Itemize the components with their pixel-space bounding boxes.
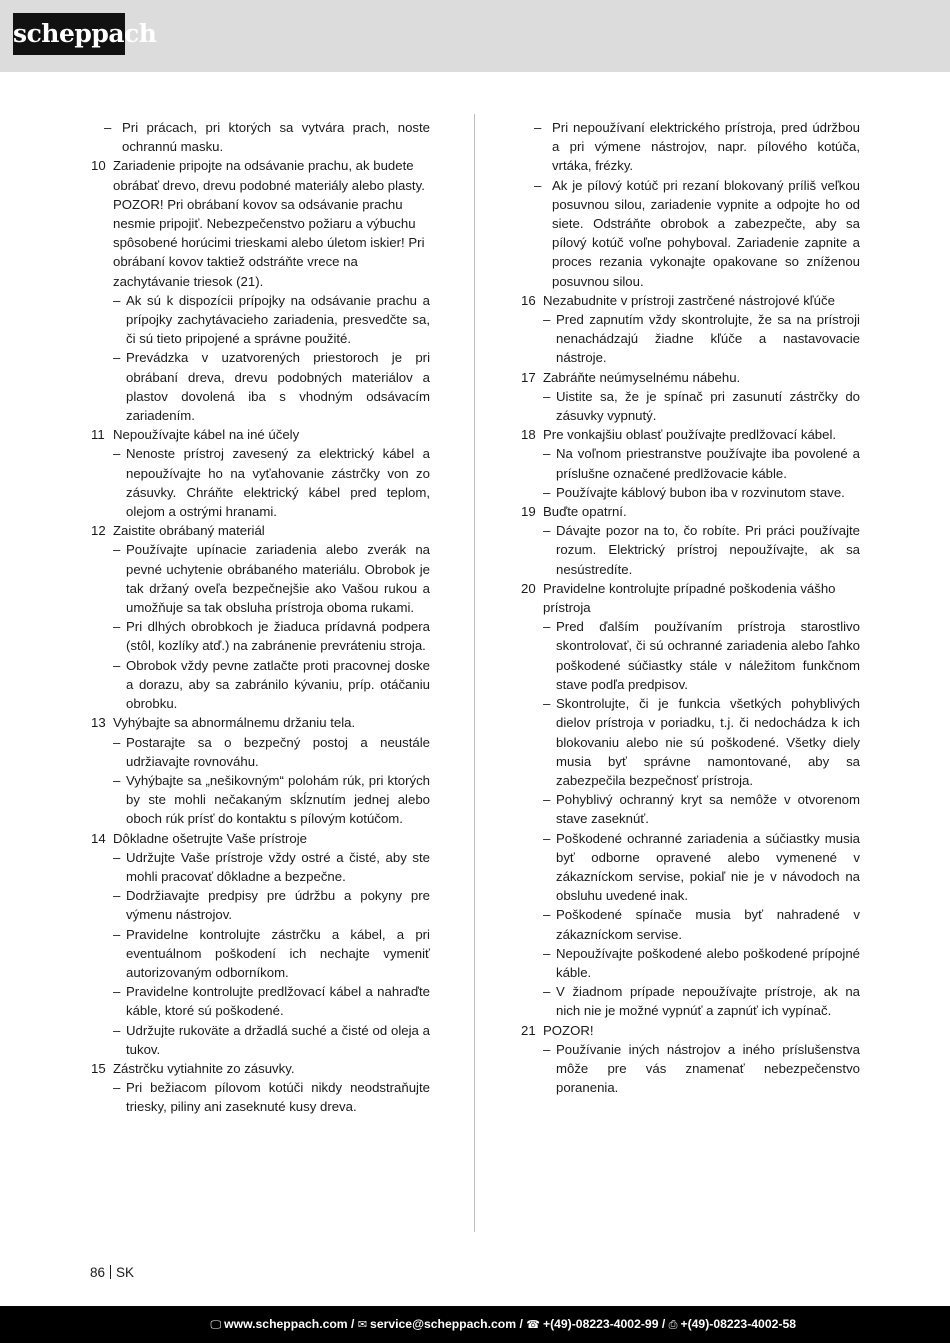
item-text: Nezabudnite v prístroji zastrčené nástrojové kľúče: [543, 292, 835, 308]
item-number: 20: [521, 580, 536, 596]
bullet-item: [86, 617, 430, 655]
item-text: Zabráňte neúmyselnému nábehu.: [543, 369, 741, 385]
numbered-item: [516, 368, 860, 387]
bullet-item: [516, 982, 860, 1020]
item-text: Zariadenie pripojte na odsávanie prachu, ak budete obrábať drevo, drevu podobné materiály alebo plasty. POZOR! Pri obrábaní kovov sa odsávanie prachu nesmie pripojiť. Nebezpečenstvo požiaru a výbuchu spôsobené horúcimi trieskami alebo úletom iskier! Pri obrábaní kovov taktiež odstráňte vrece na zachytávanie triesok (21).: [113, 158, 425, 289]
bullet-item: [516, 905, 860, 943]
dash-bullet: –: [113, 1022, 121, 1038]
dash-bullet: –: [113, 772, 121, 788]
numbered-item: [516, 425, 860, 444]
bullet-text: Poškodené ochranné zariadenia a súčiastky musia byť odborne opravené alebo vymenené v zákazníckom servise, pokiaľ nie je v návodoch na obsluhu uvedené inak.: [556, 830, 860, 904]
dash-bullet: –: [543, 523, 551, 539]
page-footer: [90, 1265, 134, 1280]
bullet-item: [86, 118, 430, 156]
bullet-text: Prevádzka v uzatvorených priestoroch je pri obrábaní dreva, drevu podobných materiálov a plastov dovolená iba s vhodným odsávacím zariadením.: [126, 350, 430, 424]
bullet-item: [86, 848, 430, 886]
contact-band: [0, 1306, 950, 1343]
bullet-text: Používajte káblový bubon iba v rozvinutom stave.: [556, 484, 845, 500]
page-number: 86: [90, 1265, 106, 1280]
fax-number: +(49)-08223-4002-58: [680, 1317, 796, 1331]
item-number: 14: [91, 830, 106, 846]
bullet-text: Udržujte rukoväte a držadlá suché a čisté od oleja a tukov.: [126, 1022, 430, 1057]
bullet-text: Ak sú k dispozícii prípojky na odsávanie prachu a prípojky zachytávacieho zariadenia, presvedčte sa, či sú tieto pripojené a správne použité.: [126, 292, 430, 347]
bullet-text: Ak je pílový kotúč pri rezaní blokovaný príliš veľkou posuvnou silou, zariadenie vypnite a odpojte ho od siete. Odstráňte obrobok a zabezpečte, aby sa pílový kotúč voľne pohyboval. Zariadenie zapnite a proces rezania vykonajte opakovane so zníženou posuvnou silou.: [552, 177, 860, 289]
numbered-item: [86, 1059, 430, 1078]
dash-bullet: –: [113, 619, 121, 635]
bullet-item: [516, 444, 860, 482]
numbered-item: [86, 521, 430, 540]
phone-number: +(49)-08223-4002-99: [542, 1317, 659, 1331]
numbered-item: [516, 502, 860, 521]
item-text: Pravidelne kontrolujte prípadné poškodenia vášho prístroja: [543, 580, 836, 616]
bullet-text: Vyhýbajte sa „nešikovným“ polohám rúk, pri ktorých by ste mohli nečakaným skĺznutím jednej alebo oboch rúk prísť do kontaktu s pílovým kotúčom.: [126, 772, 430, 827]
dash-bullet: –: [543, 984, 551, 1000]
bullet-text: Obrobok vždy pevne zatlačte proti pracovnej doske a dorazu, aby sa zabránilo kývaniu, príp. otáčaniu obrobku.: [126, 657, 430, 712]
dash-bullet: –: [104, 120, 112, 135]
item-text: Zástrčku vytiahnite zo zásuvky.: [113, 1060, 295, 1076]
bullet-item: [516, 694, 860, 790]
item-text: Nepoužívajte kábel na iné účely: [113, 427, 300, 443]
dash-bullet: –: [534, 177, 542, 193]
bullet-item: [86, 733, 430, 771]
dash-bullet: –: [113, 734, 121, 750]
item-number: 11: [91, 427, 105, 443]
dash-bullet: –: [113, 542, 121, 558]
bullet-item: [516, 310, 860, 368]
bullet-text: Pravidelne kontrolujte zástrčku a kábel, a pri eventuálnom poškodení ich nechajte vymeniť autorizovaným odborníkom.: [126, 926, 430, 980]
dash-bullet: –: [113, 888, 121, 904]
bullet-item: [86, 540, 430, 617]
contact-separator: /: [351, 1317, 355, 1331]
bullet-item: [516, 387, 860, 425]
dash-bullet: –: [543, 312, 551, 328]
bullet-item: [516, 617, 860, 694]
item-number: 17: [521, 369, 536, 385]
item-number: 21: [521, 1022, 536, 1038]
item-text: Zaistite obrábaný materiál: [113, 523, 265, 539]
bullet-item: [86, 291, 430, 349]
bullet-item: [86, 1078, 430, 1116]
bullet-text: Dávajte pozor na to, čo robíte. Pri práci používajte rozum. Elektrický prístroj nepoužívajte, ak sa nesústredíte.: [556, 523, 860, 577]
item-text: Pre vonkajšiu oblasť používajte predlžovací kábel.: [543, 427, 837, 443]
bullet-text: Postarajte sa o bezpečný postoj a neustále udržiavajte rovnováhu.: [126, 734, 430, 769]
item-number: 16: [521, 292, 536, 308]
right-column: [516, 118, 860, 1097]
bullet-item: [86, 925, 430, 983]
bullet-text: Pri prácach, pri ktorých sa vytvára prach, noste ochrannú masku.: [122, 120, 430, 155]
bullet-text: Skontrolujte, či je funkcia všetkých pohyblivých dielov prístroja v poriadku, t.j. či nedochádza k ich blokovaniu alebo nie sú poškodené. Všetky diely musia byť správne namontované, aby sa zabezpečila bezpečnosť prístroja.: [556, 696, 860, 788]
numbered-item: [86, 156, 430, 290]
bullet-item: [516, 176, 860, 291]
item-number: 12: [91, 523, 106, 539]
bullet-text: Pred ďalším používaním prístroja starostlivo skontrolovať, či sú ochranné zariadenia alebo ľahko poškodené súčiastky stále v náležitom funkčnom stave podľa predpisov.: [556, 619, 860, 692]
dash-bullet: –: [113, 446, 121, 462]
left-column: [86, 118, 430, 1117]
phone-icon: ☎: [526, 1319, 540, 1331]
bullet-text: Pohyblivý ochranný kryt sa nemôže v otvorenom stave zaseknúť.: [556, 792, 860, 827]
item-number: 13: [91, 715, 106, 731]
bullet-item: [86, 656, 430, 714]
dash-bullet: –: [543, 1041, 551, 1057]
item-number: 15: [91, 1060, 106, 1076]
page-separator: [110, 1265, 111, 1279]
item-text: Dôkladne ošetrujte Vaše prístroje: [113, 830, 308, 846]
numbered-item: [86, 829, 430, 848]
dash-bullet: –: [113, 984, 121, 1000]
bullet-text: V žiadnom prípade nepoužívajte prístroje, ak na nich nie je možné vypnúť a zapnúť ich vypínač.: [556, 984, 860, 1019]
bullet-text: Pri nepoužívaní elektrického prístroja, pred údržbou a pri výmene nástrojov, napr. pílového kotúča, vrtáka, frézky.: [552, 120, 860, 174]
bullet-text: Pred zapnutím vždy skontrolujte, že sa na prístroji nenachádzajú žiadne kľúče a nastavovacie nástroje.: [556, 312, 860, 366]
bullet-text: Poškodené spínače musia byť nahradené v zákazníckom servise.: [556, 907, 860, 942]
dash-bullet: –: [543, 945, 551, 961]
item-number: 18: [521, 427, 536, 443]
dash-bullet: –: [543, 830, 551, 846]
contact-line: [211, 1306, 796, 1344]
bullet-text: Pri dlhých obrobkoch je žiaduca prídavná podpera (stôl, kozlíky atď.) na zabránenie prevráteniu stroja.: [126, 619, 430, 654]
monitor-icon: 🖵: [210, 1319, 222, 1331]
bullet-text: Uistite sa, že je spínač pri zasunutí zástrčky do zásuvky vypnutý.: [556, 388, 860, 424]
dash-bullet: –: [113, 926, 121, 942]
dash-bullet: –: [543, 907, 551, 923]
bullet-item: [86, 771, 430, 829]
bullet-item: [516, 790, 860, 828]
fax-icon: ⎙: [668, 1319, 678, 1331]
item-text: POZOR!: [543, 1022, 594, 1038]
bullet-text: Používajte upínacie zariadenia alebo zverák na pevné uchytenie obrábaného materiálu. Obrobok je tak držaný oveľa bezpečnejšie ako Vašou rukou a umožňuje sa tak obsluha prístroja oboma rukami.: [126, 542, 430, 616]
language-code: SK: [116, 1265, 135, 1280]
numbered-item: [86, 425, 430, 444]
bullet-text: Dodržiavajte predpisy pre údržbu a pokyny pre výmenu nástrojov.: [126, 888, 430, 923]
numbered-item: [86, 713, 430, 732]
dash-bullet: –: [113, 1080, 121, 1096]
bullet-item: [86, 444, 430, 521]
header-band: [0, 0, 950, 72]
numbered-item: [516, 1021, 860, 1040]
bullet-text: Udržujte Vaše prístroje vždy ostré a čisté, aby ste mohli pracovať dôkladne a bezpečne.: [126, 849, 430, 884]
website-link[interactable]: www.scheppach.com: [224, 1317, 348, 1331]
dash-bullet: –: [113, 657, 121, 673]
bullet-text: Používanie iných nástrojov a iného príslušenstva môže pre vás znamenať nebezpečenstvo poranenia.: [556, 1041, 860, 1096]
dash-bullet: –: [543, 446, 551, 462]
dash-bullet: –: [543, 696, 551, 712]
bullet-item: [86, 1021, 430, 1059]
email-link[interactable]: service@scheppach.com: [370, 1317, 517, 1331]
item-number: 19: [521, 504, 536, 520]
bullet-text: Nenoste prístroj zavesený za elektrický kábel a nepoužívajte ho na vyťahovanie zástrčky von zo zásuvky. Chráňte elektrický kábel pred teplom, olejom a ostrými hranami.: [126, 446, 430, 520]
bullet-text: Pravidelne kontrolujte predlžovací kábel a nahraďte káble, ktoré sú poškodené.: [126, 984, 430, 1019]
bullet-item: [516, 944, 860, 982]
bullet-item: [516, 483, 860, 502]
scheppach-logo: scheppach: [13, 13, 125, 55]
dash-bullet: –: [113, 292, 121, 308]
bullet-item: [516, 118, 860, 176]
bullet-text: Nepoužívajte poškodené alebo poškodené prípojné káble.: [556, 945, 860, 980]
dash-bullet: –: [113, 350, 121, 366]
item-text: Buďte opatrní.: [543, 504, 627, 520]
bullet-item: [86, 886, 430, 924]
dash-bullet: –: [543, 484, 551, 500]
mail-icon: ✉: [357, 1319, 368, 1331]
bullet-text: Pri bežiacom pílovom kotúči nikdy neodstraňujte triesky, piliny ani zaseknuté kusy dreva.: [126, 1080, 430, 1115]
bullet-item: [86, 348, 430, 425]
bullet-item: [86, 982, 430, 1020]
dash-bullet: –: [113, 849, 121, 865]
dash-bullet: –: [534, 120, 542, 135]
bullet-text: Na voľnom priestranstve používajte iba povolené a príslušne označené predlžovacie káble.: [556, 446, 860, 481]
bullet-item: [516, 829, 860, 906]
contact-separator: /: [519, 1317, 523, 1331]
column-divider: [474, 114, 475, 1232]
dash-bullet: –: [543, 792, 551, 808]
contact-separator: /: [661, 1317, 666, 1331]
numbered-item: [516, 291, 860, 310]
bullet-item: [516, 521, 860, 579]
dash-bullet: –: [543, 619, 551, 635]
dash-bullet: –: [543, 388, 551, 404]
numbered-item: [516, 579, 860, 617]
bullet-item: [516, 1040, 860, 1098]
item-text: Vyhýbajte sa abnormálnemu držaniu tela.: [113, 715, 356, 731]
item-number: 10: [91, 158, 106, 174]
